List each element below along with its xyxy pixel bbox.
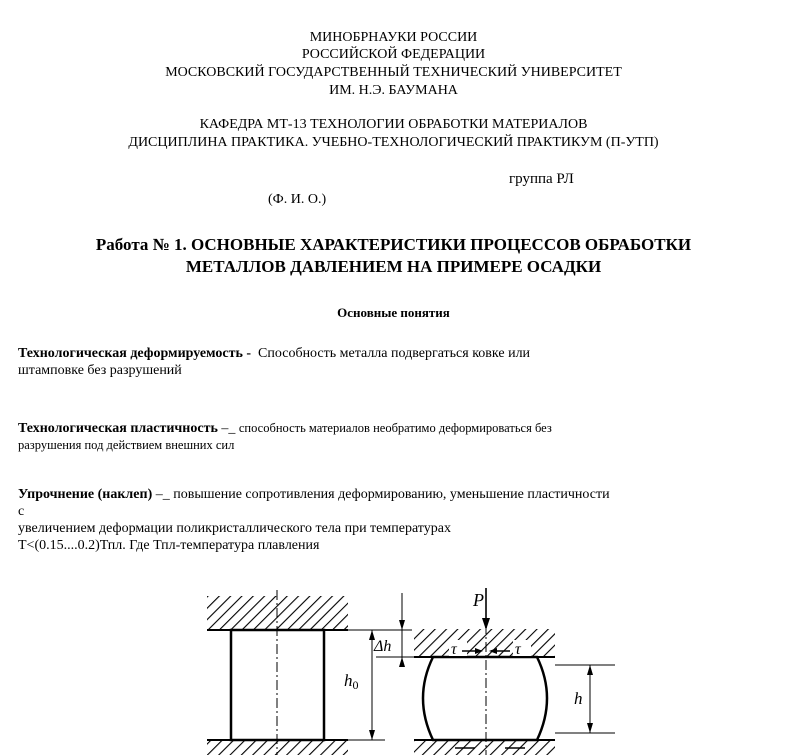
specimen-after [414,588,615,755]
def-hardening-line3: увеличением деформации поликристаллического тела при температурах [18,521,451,536]
upper-die-right [414,629,555,657]
work-title-line1: Работа № 1. ОСНОВНЫЕ ХАРАКТЕРИСТИКИ ПРОЦЕССОВ ОБРАБОТКИ [95,235,692,254]
discipline-line: ДИСЦИПЛИНА ПРАКТИКА. УЧЕБНО-ТЕХНОЛОГИЧЕСКИЙ ПРАКТИКУМ (П-УТП) [128,135,659,150]
def-deformability-line2: штамповке без разрушений [18,363,182,378]
term-plasticity: Технологическая пластичность [18,421,218,436]
term-deformability: Технологическая деформируемость - [18,346,252,361]
ministry-line: МИНОБРНАУКИ РОССИИ [309,30,478,45]
university-name-line: ИМ. Н.Э. БАУМАНА [329,83,458,98]
def-plasticity-line2: разрушения под действием внешних сил [18,438,235,452]
lower-die-right [414,740,555,755]
fio-label: (Ф. И. О.) [268,192,327,207]
def-plasticity-line1: способность материалов необратимо деформироваться без [238,421,552,435]
dash-plasticity: –_ [221,421,236,436]
friction-label-right: τ [515,641,521,658]
specimen-before [207,590,348,755]
department-line: КАФЕДРА МТ-13 ТЕХНОЛОГИИ ОБРАБОТКИ МАТЕРИАЛОВ [199,117,588,132]
def-hardening-line1: повышение сопротивления деформированию, уменьшение пластичности [173,487,610,502]
dash-hardening: –_ [155,487,170,502]
term-hardening: Упрочнение (наклеп) [18,487,153,502]
h0-label: h0 [344,671,359,692]
federation-line: РОССИЙСКОЙ ФЕДЕРАЦИИ [301,47,486,62]
h-label: h [574,689,583,708]
section-heading: Основные понятия [337,305,450,320]
delta-h-label: Δh [374,638,392,655]
university-line: МОСКОВСКИЙ ГОСУДАРСТВЕННЫЙ ТЕХНИЧЕСКИЙ УНИВЕРСИТЕТ [165,65,622,80]
dimensions [344,593,418,740]
billet-after [423,657,547,740]
def-hardening-line4: T<(0.15....0.2)Тпл. Где Тпл-температура плавления [18,538,320,553]
def-deformability-line1: Способность металла подвергаться ковке или [258,346,531,361]
work-title-line2: МЕТАЛЛОВ ДАВЛЕНИЕМ НА ПРИМЕРЕ ОСАДКИ [185,257,602,276]
def-hardening-line2: с [18,504,25,519]
group-label: группа РЛ [509,171,574,187]
force-label: P [473,590,484,610]
friction-label-left: τ [451,641,457,658]
